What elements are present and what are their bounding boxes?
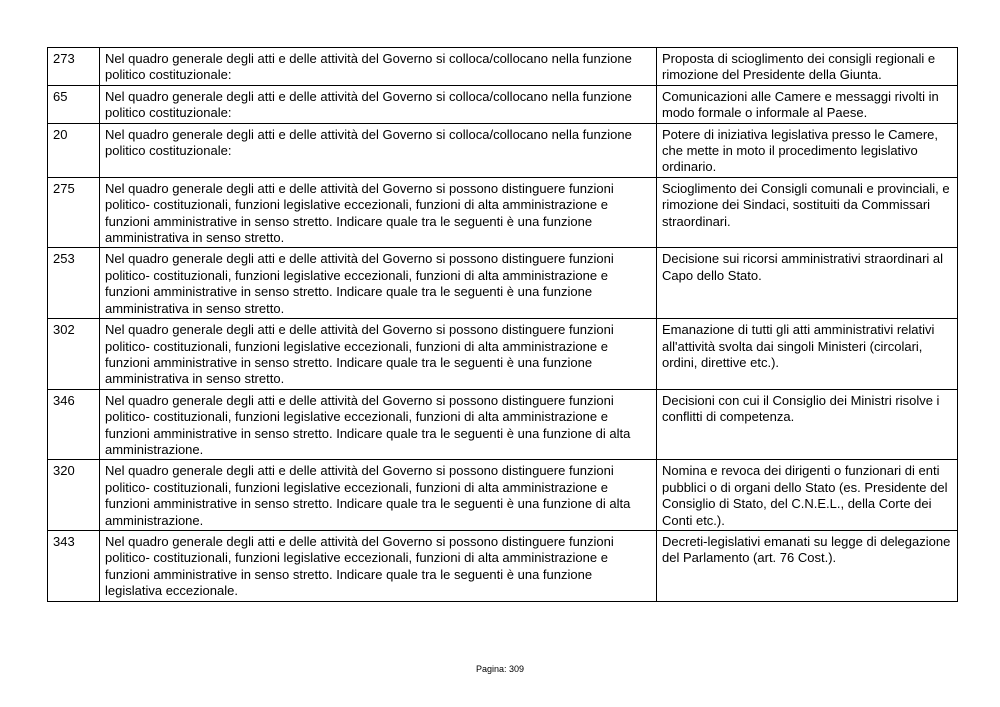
answer-text-cell: Comunicazioni alle Camere e messaggi rivolti in modo formale o informale al Paese.	[657, 85, 958, 123]
answer-text-cell: Proposta di scioglimento dei consigli regionali e rimozione del Presidente della Giunta.	[657, 48, 958, 86]
question-text-cell: Nel quadro generale degli atti e delle attività del Governo si colloca/collocano nella funzione politico costituzionale:	[100, 48, 657, 86]
question-text-cell: Nel quadro generale degli atti e delle attività del Governo si possono distinguere funzioni politico- costituzionali, funzioni legislative eccezionali, funzioni di alta amministrazione e funzioni amministrative in senso stretto. Indicare quale tra le seguenti è una funzione amministrativa in senso stretto.	[100, 319, 657, 390]
answer-text-cell: Decisioni con cui il Consiglio dei Ministri risolve i conflitti di competenza.	[657, 389, 958, 460]
table-row	[48, 389, 958, 460]
question-text-cell: Nel quadro generale degli atti e delle attività del Governo si possono distinguere funzioni politico- costituzionali, funzioni legislative eccezionali, funzioni di alta amministrazione e funzioni amministrative in senso stretto. Indicare quale tra le seguenti è una funzione amministrativa in senso stretto.	[100, 248, 657, 319]
question-id-cell: 320	[48, 460, 100, 531]
question-id-cell: 253	[48, 248, 100, 319]
question-text-cell: Nel quadro generale degli atti e delle attività del Governo si possono distinguere funzioni politico- costituzionali, funzioni legislative eccezionali, funzioni di alta amministrazione e funzioni amministrative in senso stretto. Indicare quale tra le seguenti è una funzione legislativa eccezionale.	[100, 530, 657, 601]
table-row	[48, 85, 958, 123]
question-id-cell: 346	[48, 389, 100, 460]
question-id-cell: 273	[48, 48, 100, 86]
question-id-cell: 302	[48, 319, 100, 390]
table-row	[48, 530, 958, 601]
answer-text-cell: Decreti-legislativi emanati su legge di delegazione del Parlamento (art. 76 Cost.).	[657, 530, 958, 601]
table-row	[48, 248, 958, 319]
answer-text-cell: Emanazione di tutti gli atti amministrativi relativi all'attività svolta dai singoli Ministeri (circolari, ordini, direttive etc.).	[657, 319, 958, 390]
question-id-cell: 20	[48, 123, 100, 177]
question-id-cell: 65	[48, 85, 100, 123]
question-text-cell: Nel quadro generale degli atti e delle attività del Governo si colloca/collocano nella funzione politico costituzionale:	[100, 123, 657, 177]
question-text-cell: Nel quadro generale degli atti e delle attività del Governo si colloca/collocano nella funzione politico costituzionale:	[100, 85, 657, 123]
question-id-cell: 275	[48, 177, 100, 248]
table-row	[48, 319, 958, 390]
table-row	[48, 177, 958, 248]
answer-text-cell: Decisione sui ricorsi amministrativi straordinari al Capo dello Stato.	[657, 248, 958, 319]
answer-text-cell: Potere di iniziativa legislativa presso le Camere, che mette in moto il procedimento legislativo ordinario.	[657, 123, 958, 177]
page-number: Pagina: 309	[475, 664, 525, 674]
table-row	[48, 460, 958, 531]
question-text-cell: Nel quadro generale degli atti e delle attività del Governo si possono distinguere funzioni politico- costituzionali, funzioni legislative eccezionali, funzioni di alta amministrazione e funzioni amministrative in senso stretto. Indicare quale tra le seguenti è una funzione amministrativa in senso stretto.	[100, 177, 657, 248]
question-table	[47, 47, 958, 602]
question-text-cell: Nel quadro generale degli atti e delle attività del Governo si possono distinguere funzioni politico- costituzionali, funzioni legislative eccezionali, funzioni di alta amministrazione e funzioni amministrative in senso stretto. Indicare quale tra le seguenti è una funzione di alta amministrazione.	[100, 460, 657, 531]
table-row	[48, 48, 958, 86]
question-text-cell: Nel quadro generale degli atti e delle attività del Governo si possono distinguere funzioni politico- costituzionali, funzioni legislative eccezionali, funzioni di alta amministrazione e funzioni amministrative in senso stretto. Indicare quale tra le seguenti è una funzione di alta amministrazione.	[100, 389, 657, 460]
table-row	[48, 123, 958, 177]
answer-text-cell: Scioglimento dei Consigli comunali e provinciali, e rimozione dei Sindaci, sostituiti da Commissari straordinari.	[657, 177, 958, 248]
question-id-cell: 343	[48, 530, 100, 601]
answer-text-cell: Nomina e revoca dei dirigenti o funzionari di enti pubblici o di organi dello Stato (es. Presidente del Consiglio di Stato, del C.N.E.L., della Corte dei Conti etc.).	[657, 460, 958, 531]
question-table-body	[48, 48, 958, 602]
